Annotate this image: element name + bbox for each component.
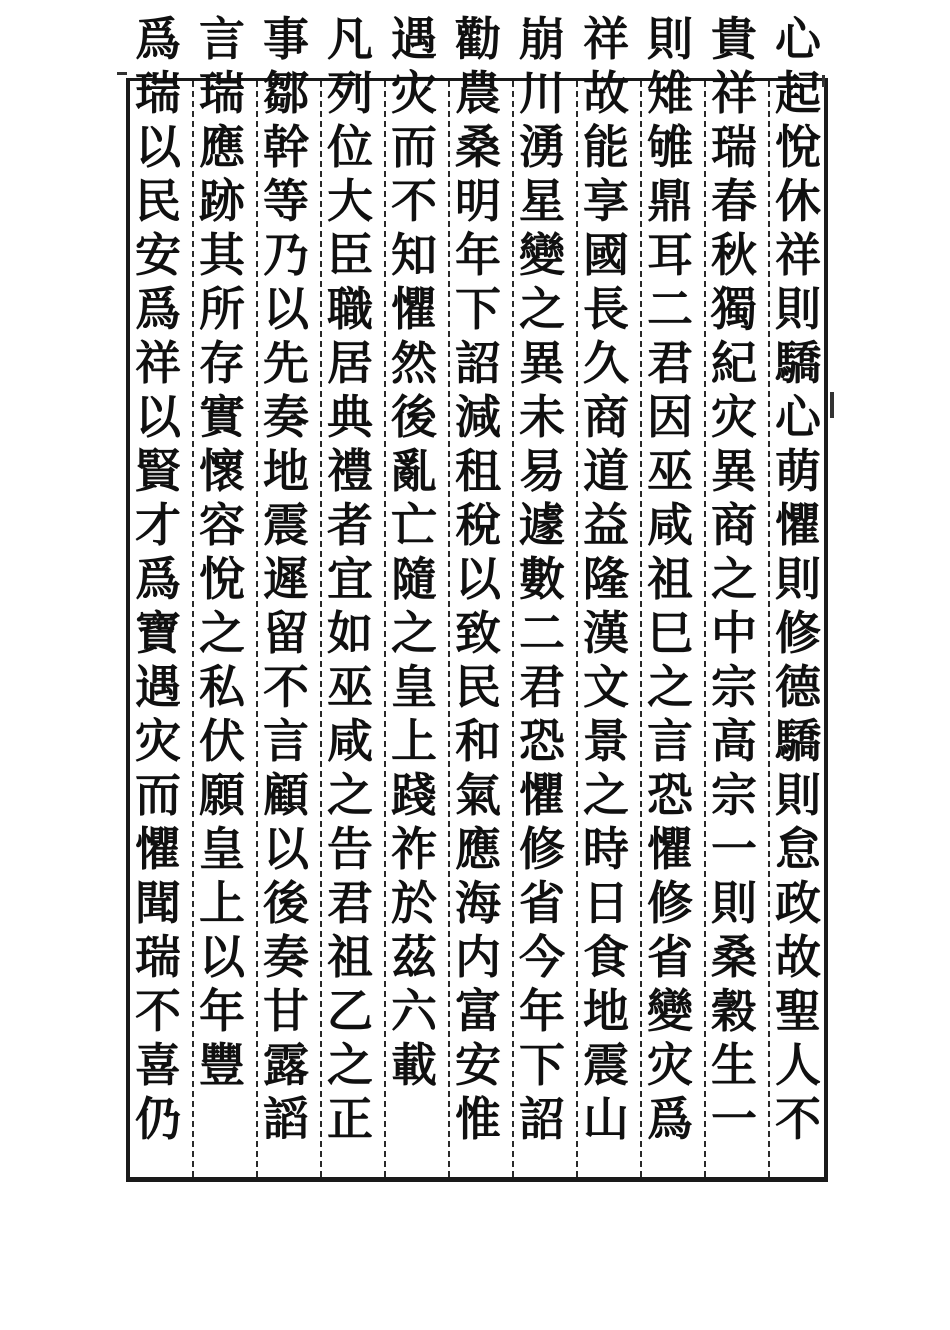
glyph: 桑 <box>711 930 757 984</box>
glyph: 巫 <box>327 660 373 714</box>
glyph: 後 <box>263 876 309 930</box>
glyph: 咸 <box>647 498 693 552</box>
glyph: 露 <box>263 1038 309 1092</box>
glyph: 巫 <box>647 444 693 498</box>
glyph: 惟 <box>455 1092 501 1146</box>
glyph: 存 <box>199 336 245 390</box>
glyph: 先 <box>263 336 309 390</box>
glyph: 益 <box>583 498 629 552</box>
glyph: 變 <box>647 984 693 1038</box>
glyph: 年 <box>519 984 565 1038</box>
glyph: 聖 <box>775 984 821 1038</box>
glyph: 遇 <box>391 12 437 66</box>
glyph: 以 <box>455 552 501 606</box>
glyph: 一 <box>711 822 757 876</box>
glyph: 人 <box>775 1038 821 1092</box>
glyph: 乙 <box>327 984 373 1038</box>
glyph: 故 <box>775 930 821 984</box>
glyph: 耳 <box>647 228 693 282</box>
glyph: 時 <box>583 822 629 876</box>
glyph: 省 <box>647 930 693 984</box>
glyph: 道 <box>583 444 629 498</box>
glyph: 踐 <box>391 768 437 822</box>
glyph: 中 <box>711 606 757 660</box>
glyph: 於 <box>391 876 437 930</box>
glyph: 星 <box>519 174 565 228</box>
glyph: 灾 <box>647 1038 693 1092</box>
glyph: 亡 <box>391 498 437 552</box>
glyph: 二 <box>519 606 565 660</box>
text-column <box>254 12 318 1146</box>
glyph: 不 <box>263 660 309 714</box>
glyph: 懼 <box>519 768 565 822</box>
glyph: 生 <box>711 1038 757 1092</box>
glyph: 爲 <box>135 12 181 66</box>
glyph: 山 <box>583 1092 629 1146</box>
glyph: 上 <box>391 714 437 768</box>
glyph: 商 <box>583 390 629 444</box>
glyph: 聞 <box>135 876 181 930</box>
glyph: 高 <box>711 714 757 768</box>
text-column <box>702 12 766 1146</box>
glyph: 如 <box>327 606 373 660</box>
glyph: 以 <box>135 120 181 174</box>
glyph: 君 <box>327 876 373 930</box>
glyph: 瑞 <box>135 930 181 984</box>
glyph: 文 <box>583 660 629 714</box>
glyph: 國 <box>583 228 629 282</box>
glyph: 懼 <box>647 822 693 876</box>
glyph: 雊 <box>647 120 693 174</box>
text-column <box>766 12 830 1146</box>
glyph: 上 <box>199 876 245 930</box>
glyph: 震 <box>263 498 309 552</box>
glyph: 二 <box>647 282 693 336</box>
glyph: 富 <box>455 984 501 1038</box>
glyph: 巳 <box>647 606 693 660</box>
glyph: 伏 <box>199 714 245 768</box>
glyph: 貴 <box>711 12 757 66</box>
glyph: 隆 <box>583 552 629 606</box>
glyph: 之 <box>519 282 565 336</box>
glyph: 祖 <box>327 930 373 984</box>
glyph: 以 <box>135 390 181 444</box>
glyph: 詔 <box>519 1092 565 1146</box>
glyph: 顧 <box>263 768 309 822</box>
glyph: 隨 <box>391 552 437 606</box>
glyph: 後 <box>391 390 437 444</box>
glyph: 瑞 <box>711 120 757 174</box>
glyph: 則 <box>711 876 757 930</box>
glyph: 言 <box>647 714 693 768</box>
glyph: 茲 <box>391 930 437 984</box>
glyph: 以 <box>199 930 245 984</box>
glyph: 等 <box>263 174 309 228</box>
glyph: 食 <box>583 930 629 984</box>
glyph: 雉 <box>647 66 693 120</box>
text-column <box>510 12 574 1146</box>
glyph: 臣 <box>327 228 373 282</box>
glyph: 安 <box>455 1038 501 1092</box>
text-column <box>382 12 446 1092</box>
glyph: 則 <box>647 12 693 66</box>
glyph: 春 <box>711 174 757 228</box>
glyph: 德 <box>775 660 821 714</box>
glyph: 鄒 <box>263 66 309 120</box>
glyph: 禮 <box>327 444 373 498</box>
glyph: 之 <box>199 606 245 660</box>
glyph: 修 <box>647 876 693 930</box>
glyph: 皇 <box>391 660 437 714</box>
glyph: 鼎 <box>647 174 693 228</box>
glyph: 之 <box>711 552 757 606</box>
glyph: 幹 <box>263 120 309 174</box>
glyph: 民 <box>455 660 501 714</box>
glyph: 修 <box>775 606 821 660</box>
glyph: 起 <box>775 66 821 120</box>
glyph: 告 <box>327 822 373 876</box>
glyph: 應 <box>455 822 501 876</box>
glyph: 願 <box>199 768 245 822</box>
glyph: 列 <box>327 66 373 120</box>
ink-speck <box>830 392 834 418</box>
glyph: 灾 <box>135 714 181 768</box>
glyph: 祥 <box>775 228 821 282</box>
glyph: 長 <box>583 282 629 336</box>
glyph: 悅 <box>775 120 821 174</box>
glyph: 應 <box>199 120 245 174</box>
glyph: 湧 <box>519 120 565 174</box>
glyph: 亂 <box>391 444 437 498</box>
glyph: 言 <box>263 714 309 768</box>
glyph: 一 <box>711 1092 757 1146</box>
glyph: 恐 <box>647 768 693 822</box>
text-column <box>318 12 382 1146</box>
glyph: 不 <box>135 984 181 1038</box>
glyph: 海 <box>455 876 501 930</box>
glyph: 君 <box>647 336 693 390</box>
glyph: 祥 <box>135 336 181 390</box>
glyph: 懼 <box>391 282 437 336</box>
glyph: 川 <box>519 66 565 120</box>
glyph: 秋 <box>711 228 757 282</box>
glyph: 爲 <box>135 552 181 606</box>
glyph: 地 <box>263 444 309 498</box>
glyph: 怠 <box>775 822 821 876</box>
glyph: 爲 <box>135 282 181 336</box>
glyph: 商 <box>711 498 757 552</box>
glyph: 懷 <box>199 444 245 498</box>
glyph: 故 <box>583 66 629 120</box>
glyph: 者 <box>327 498 373 552</box>
glyph: 下 <box>455 282 501 336</box>
glyph: 之 <box>327 768 373 822</box>
glyph: 之 <box>647 660 693 714</box>
glyph: 因 <box>647 390 693 444</box>
glyph: 民 <box>135 174 181 228</box>
glyph: 而 <box>391 120 437 174</box>
glyph: 遽 <box>519 498 565 552</box>
glyph: 易 <box>519 444 565 498</box>
glyph: 宗 <box>711 660 757 714</box>
glyph: 漢 <box>583 606 629 660</box>
text-column <box>574 12 638 1146</box>
glyph: 景 <box>583 714 629 768</box>
glyph: 容 <box>199 498 245 552</box>
glyph: 賢 <box>135 444 181 498</box>
glyph: 灾 <box>711 390 757 444</box>
glyph: 之 <box>391 606 437 660</box>
glyph: 然 <box>391 336 437 390</box>
glyph: 不 <box>391 174 437 228</box>
glyph: 農 <box>455 66 501 120</box>
glyph: 知 <box>391 228 437 282</box>
glyph: 和 <box>455 714 501 768</box>
glyph: 年 <box>199 984 245 1038</box>
glyph: 安 <box>135 228 181 282</box>
glyph: 豐 <box>199 1038 245 1092</box>
glyph: 灾 <box>391 66 437 120</box>
glyph: 明 <box>455 174 501 228</box>
glyph: 咸 <box>327 714 373 768</box>
glyph: 謟 <box>263 1092 309 1146</box>
glyph: 事 <box>263 12 309 66</box>
glyph: 以 <box>263 822 309 876</box>
glyph: 甘 <box>263 984 309 1038</box>
glyph: 内 <box>455 930 501 984</box>
glyph: 之 <box>583 768 629 822</box>
glyph: 租 <box>455 444 501 498</box>
glyph: 奏 <box>263 930 309 984</box>
glyph: 瑞 <box>199 66 245 120</box>
glyph: 省 <box>519 876 565 930</box>
glyph: 則 <box>775 282 821 336</box>
glyph: 之 <box>327 1038 373 1092</box>
glyph: 祚 <box>391 822 437 876</box>
glyph: 穀 <box>711 984 757 1038</box>
glyph: 恐 <box>519 714 565 768</box>
glyph: 詔 <box>455 336 501 390</box>
glyph: 仍 <box>135 1092 181 1146</box>
glyph: 心 <box>775 390 821 444</box>
glyph: 未 <box>519 390 565 444</box>
glyph: 不 <box>775 1092 821 1146</box>
glyph: 則 <box>775 768 821 822</box>
glyph: 驕 <box>775 714 821 768</box>
glyph: 正 <box>327 1092 373 1146</box>
text-column <box>446 12 510 1146</box>
glyph: 今 <box>519 930 565 984</box>
glyph: 載 <box>391 1038 437 1092</box>
glyph: 居 <box>327 336 373 390</box>
glyph: 祥 <box>711 66 757 120</box>
glyph: 日 <box>583 876 629 930</box>
glyph: 遲 <box>263 552 309 606</box>
glyph: 紀 <box>711 336 757 390</box>
glyph: 數 <box>519 552 565 606</box>
glyph: 震 <box>583 1038 629 1092</box>
glyph: 爲 <box>647 1092 693 1146</box>
glyph: 瑞 <box>135 66 181 120</box>
glyph: 致 <box>455 606 501 660</box>
glyph: 跡 <box>199 174 245 228</box>
glyph: 懼 <box>775 498 821 552</box>
glyph: 奏 <box>263 390 309 444</box>
glyph: 其 <box>199 228 245 282</box>
glyph: 宗 <box>711 768 757 822</box>
glyph: 言 <box>199 12 245 66</box>
glyph: 祥 <box>583 12 629 66</box>
glyph: 驕 <box>775 336 821 390</box>
glyph: 職 <box>327 282 373 336</box>
glyph: 萌 <box>775 444 821 498</box>
text-column <box>638 12 702 1146</box>
text-column <box>126 12 190 1146</box>
glyph: 下 <box>519 1038 565 1092</box>
glyph: 悅 <box>199 552 245 606</box>
glyph: 桑 <box>455 120 501 174</box>
glyph: 典 <box>327 390 373 444</box>
glyph: 修 <box>519 822 565 876</box>
glyph: 則 <box>775 552 821 606</box>
glyph: 崩 <box>519 12 565 66</box>
glyph: 遇 <box>135 660 181 714</box>
glyph: 異 <box>711 444 757 498</box>
glyph: 獨 <box>711 282 757 336</box>
glyph: 年 <box>455 228 501 282</box>
glyph: 才 <box>135 498 181 552</box>
glyph: 心 <box>775 12 821 66</box>
glyph: 私 <box>199 660 245 714</box>
glyph: 氣 <box>455 768 501 822</box>
glyph: 凡 <box>327 12 373 66</box>
ink-speck <box>117 72 127 75</box>
glyph: 所 <box>199 282 245 336</box>
glyph: 政 <box>775 876 821 930</box>
glyph: 稅 <box>455 498 501 552</box>
ink-speck <box>822 75 825 87</box>
glyph: 喜 <box>135 1038 181 1092</box>
glyph: 乃 <box>263 228 309 282</box>
glyph: 皇 <box>199 822 245 876</box>
glyph: 君 <box>519 660 565 714</box>
glyph: 祖 <box>647 552 693 606</box>
glyph: 休 <box>775 174 821 228</box>
text-column <box>190 12 254 1092</box>
glyph: 以 <box>263 282 309 336</box>
glyph: 實 <box>199 390 245 444</box>
glyph: 大 <box>327 174 373 228</box>
glyph: 異 <box>519 336 565 390</box>
glyph: 位 <box>327 120 373 174</box>
glyph: 宜 <box>327 552 373 606</box>
glyph: 寶 <box>135 606 181 660</box>
glyph: 減 <box>455 390 501 444</box>
glyph: 懼 <box>135 822 181 876</box>
glyph: 享 <box>583 174 629 228</box>
glyph: 六 <box>391 984 437 1038</box>
glyph: 留 <box>263 606 309 660</box>
glyph: 勸 <box>455 12 501 66</box>
glyph: 而 <box>135 768 181 822</box>
glyph: 能 <box>583 120 629 174</box>
glyph: 久 <box>583 336 629 390</box>
glyph: 地 <box>583 984 629 1038</box>
glyph: 變 <box>519 228 565 282</box>
